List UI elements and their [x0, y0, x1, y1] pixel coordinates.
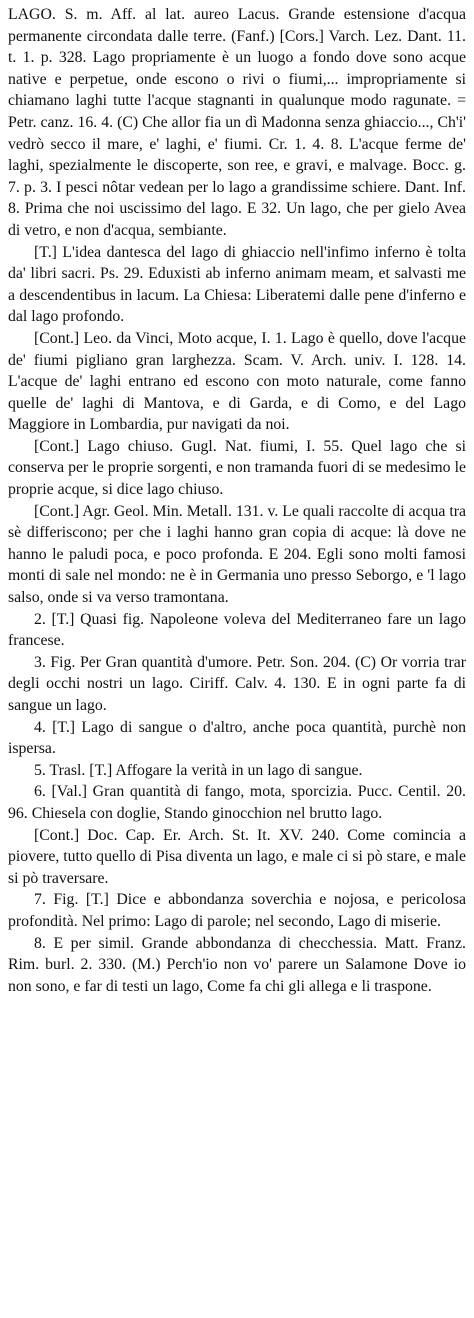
note-dante-lake-paragraph: [T.] L'idea dantesca del lago di ghiaccio nell'infimo inferno è tolta da' libri sacri. Ps. 29. Eduxisti ab inferno animam meam, et salvasti me a descendentibus in lacum. La Chiesa: Liberatemi dalle pene d'inferno e dal lago profondo. — [8, 243, 466, 326]
cont-leonardo-paragraph: [Cont.] Leo. da Vinci, Moto acque, I. 1. Lago è quello, dove l'acque de' fiumi pigliano gran larghezza. Scam. V. Arch. univ. I. 128. 14. L'acque de' laghi entrano ed escono con moto naturale, come fanno quelle de' laghi di Mantova, e di Garda, e di Como, e del Lago Maggiore in Lombardia, pur navigati da noi. — [8, 329, 466, 434]
sense-4-paragraph: 4. [T.] Lago di sangue o d'altro, anche poca quantità, purchè non ispersa. — [8, 718, 466, 758]
sense-2-paragraph: 2. [T.] Quasi fig. Napoleone voleva del Mediterraneo fare un lago francese. — [8, 610, 466, 650]
sense-8-paragraph: 8. E per simil. Grande abbondanza di checchessia. Matt. Franz. Rim. burl. 2. 330. (M.) Perch'io non vo' parere un Salamone Dove io non sono, e far di testi un lago, Come fa chi gli allega e li traspone. — [8, 934, 466, 995]
sense-5-paragraph: 5. Trasl. [T.] Affogare la verità in un lago di sangue. — [34, 761, 363, 779]
cont-lago-chiuso-paragraph: [Cont.] Lago chiuso. Gugl. Nat. fiumi, I. 55. Quel lago che si conserva per le proprie sorgenti, e non tramanda fuori di se medesimo le proprie acque, si dice lago chiuso. — [8, 437, 466, 499]
sense-6-paragraph: 6. [Val.] Gran quantità di fango, mota, sporcizia. Pucc. Centil. 20. 96. Chiesela con doglie, Stando ginocchion nel brutto lago. — [8, 783, 466, 822]
dictionary-entry-lago — [8, 4, 466, 997]
entry-definition-paragraph: LAGO. S. m. Aff. al lat. aureo Lacus. Grande estensione d'acqua permanente circondata dalle terre. (Fanf.) [Cors.] Varch. Lez. Dant. 11. t. 1. p. 328. Lago propriamente è un luogo a fondo dove sono acque native e perpetue, onde escono o rivi o fiumi,... impropriamente si chiamano laghi tutte l'acque stagnanti in qualunque modo ragunate. = Petr. canz. 16. 4. (C) Che allor fia un dì Madonna senza ghiaccio..., Ch'i' vedrò secco il mare, e' laghi, e' fiumi. Cr. 1. 4. 8. L'acque ferme de' laghi, spezialmente le discoperte, son ree, e gravi, e malvage. Bocc. g. 7. p. 3. I pesci nôtar vedean per lo lago a grandissime schiere. Dant. Inf. 8. Prima che noi uscissimo del lago. E 32. Un lago, che per gielo Avea di vetro, e non d'acqua, sembiante. — [8, 6, 466, 239]
cont-agricola-paragraph: [Cont.] Agr. Geol. Min. Metall. 131. v. Le quali raccolte di acqua tra sè differiscono; per che i laghi hanno gran copia di acque: là dove ne hanno le paludi poca, e poco profonda. E 204. Egli sono molti famosi monti di sale nel mondo: ne è in Germania uno presso Seborgo, e 'l lago salso, onde si va verso tramontana. — [8, 502, 466, 607]
cont-pisa-paragraph: [Cont.] Doc. Cap. Er. Arch. St. It. XV. 240. Come comincia a piovere, tutto quello di Pisa diventa un lago, e male ci si pò stare, e male si pò traversare. — [8, 826, 466, 887]
sense-7-paragraph: 7. Fig. [T.] Dice e abbondanza soverchia e nojosa, e pericolosa profondità. Nel primo: Lago di parole; nel secondo, Lago di miserie. — [8, 891, 466, 930]
sense-3-paragraph: 3. Fig. Per Gran quantità d'umore. Petr. Son. 204. (C) Or vorria trar degli occhi nostri un lago. Ciriff. Calv. 4. 130. E in ogni parte fa di sangue un lago. — [8, 653, 466, 714]
